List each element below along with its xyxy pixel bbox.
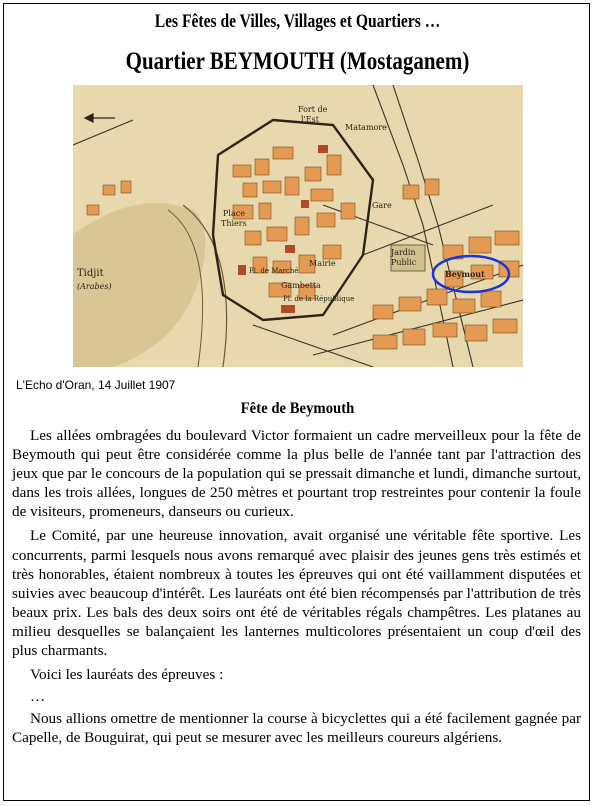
article-paragraph: Le Comité, par une heureuse innovation, avait organisé une véritable fête sportive. Les concurrents, parmi lesquels nous avons remarqué avec plaisir des jeunes gens très estimés et très honorables, étaient nombreux à toutes les épreuves qui ont été vaillamment disputées et suivies avec beaucoup d'intérêt. Les lauréats ont été bien récompensés par l'attribution de très beaux prix. Les bals des deux soirs ont été de véritables régals champêtres. Les platanes au milieu desquelles se balançaient les lanternes multicolores présentaient un coup d'œil des plus charmants. — [12, 527, 581, 660]
map-label-fort-line2: l'Est — [301, 115, 319, 124]
article-ellipsis: … — [30, 688, 46, 706]
historic-map — [73, 85, 523, 367]
map-label-mairie: Mairie — [309, 259, 336, 268]
source-caption: L'Echo d'Oran, 14 Juillet 1907 — [16, 378, 176, 392]
map-drawing — [73, 85, 523, 367]
article-paragraph: Les allées ombragées du boulevard Victor formaient un cadre merveilleux pour la fête de Beymouth qui peut être considérée comme la plus belle de l'année tant par l'attraction des jeux que par le concours de la population qui se pressait dimanche et lundi, dimanche surtout, dans les trois allées, longues de 250 mètres et pourtant trop restreintes pour contenir la foule de visiteurs, promeneurs, danseurs ou curieux. — [12, 427, 581, 521]
article-title: Fête de Beymouth — [240, 400, 355, 417]
article-paragraph: Nous allions omettre de mentionner la course à bicyclettes qui a été facilement gagnée par Capelle, de Bouguirat, qui peut se mesurer avec les meilleurs coureurs algériens. — [12, 710, 581, 747]
article-body — [12, 426, 581, 753]
map-label-place: Place — [223, 209, 245, 218]
map-label-tidjit: Tidjit — [77, 268, 104, 279]
map-label-jardin: Jardin — [391, 248, 416, 257]
page-title: Quartier BEYMOUTH (Mostaganem) — [125, 48, 470, 75]
map-label-gambetta: Gambetta — [281, 281, 321, 290]
map-label-marche: Pl. de Marché — [249, 267, 299, 275]
series-title: Les Fêtes de Villes, Villages et Quartiers … — [154, 11, 441, 32]
map-label-fort: Fort de — [298, 105, 328, 114]
map-label-jardin-line2: Public — [391, 258, 417, 267]
map-label-republique: Pl. de la République — [283, 295, 355, 303]
map-label-place-line2: Thiers — [221, 219, 247, 228]
map-label-matamore: Matamore — [345, 123, 387, 132]
map-label-gare: Gare — [372, 201, 392, 210]
map-label-beymouth: Beymout — [445, 269, 485, 279]
map-label-arabes: (Arabes) — [77, 282, 112, 291]
article-paragraph: Voici les lauréats des épreuves : — [30, 666, 224, 684]
